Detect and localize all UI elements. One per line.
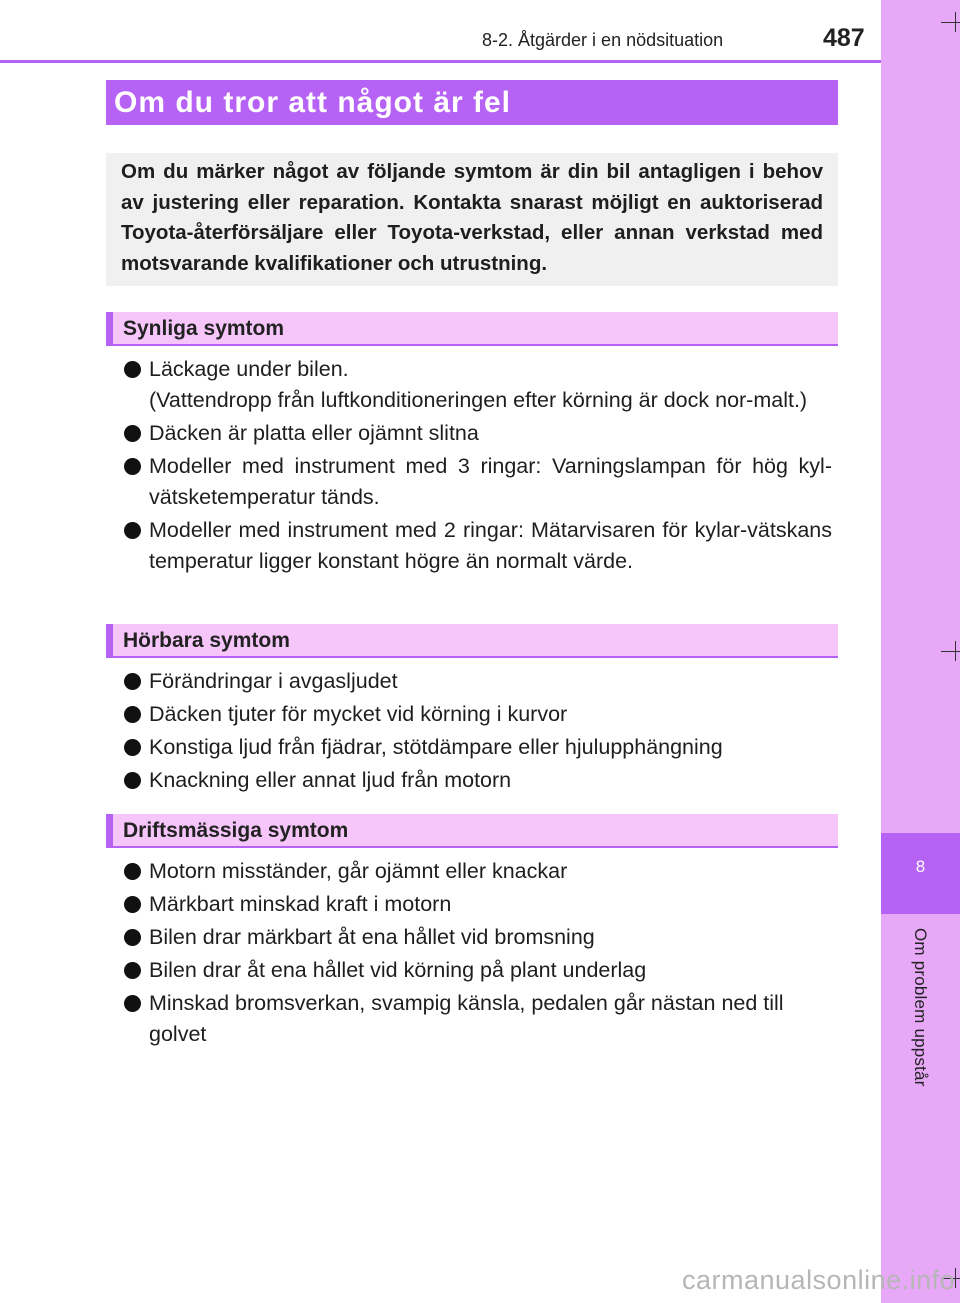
- list-item-text: Minskad bromsverkan, svampig känsla, pedalen går nästan ned till golvet: [149, 991, 784, 1046]
- section-heading-text: Synliga symtom: [123, 317, 285, 340]
- bullet-icon: [124, 458, 141, 475]
- page-title: Om du tror att något är fel: [114, 86, 512, 119]
- list-item: [124, 988, 832, 1050]
- list-item-text: Förändringar i avgasljudet: [149, 669, 398, 693]
- list-item-note: (Vattendropp från luftkonditioneringen efter körning är dock nor-malt.): [149, 388, 808, 412]
- list-item-text: Bilen drar märkbart åt ena hållet vid bromsning: [149, 925, 595, 949]
- list-item-text: Modeller med instrument med 3 ringar: Varningslampan för hög kyl-vätsketemperatur tänds.: [149, 454, 832, 509]
- bullet-icon: [124, 896, 141, 913]
- intro-box: [106, 153, 838, 286]
- list-item: [124, 732, 832, 763]
- list-item: [124, 856, 832, 887]
- list-item-text: Märkbart minskad kraft i motorn: [149, 892, 452, 916]
- list-item: [124, 699, 832, 730]
- bullet-icon: [124, 706, 141, 723]
- bullet-icon: [124, 739, 141, 756]
- audible-symptoms-list: [124, 666, 832, 798]
- chapter-number: 8: [915, 857, 926, 876]
- bullet-icon: [124, 425, 141, 442]
- crop-mark: [955, 641, 956, 661]
- list-item: [124, 955, 832, 986]
- list-item-text: Konstiga ljud från fjädrar, stötdämpare eller hjulupphängning: [149, 735, 723, 759]
- bullet-icon: [124, 522, 141, 539]
- list-item-text: Däcken tjuter för mycket vid körning i kurvor: [149, 702, 568, 726]
- bullet-icon: [124, 929, 141, 946]
- watermark[interactable]: carmanualsonline.info: [682, 1265, 956, 1295]
- bullet-icon: [124, 673, 141, 690]
- list-item: [124, 354, 832, 416]
- chapter-tab[interactable]: [881, 833, 960, 914]
- bullet-icon: [124, 962, 141, 979]
- list-item-text: Bilen drar åt ena hållet vid körning på plant underlag: [149, 958, 647, 982]
- list-item-text: Däcken är platta eller ojämnt slitna: [149, 421, 479, 445]
- section-heading-audible: [106, 624, 838, 658]
- bullet-icon: [124, 995, 141, 1012]
- section-heading-text: Driftsmässiga symtom: [123, 819, 349, 842]
- list-item: [124, 922, 832, 953]
- list-item: [124, 666, 832, 697]
- intro-text: Om du märker något av följande symtom är din bil antagligen i behov av justering eller reparation. Kontakta snarast möjligt en auktoriserad Toyota-återförsäljare eller Toyota-verkstad, eller annan verkstad med motsvarande kvalifikationer och utrustning.: [121, 160, 823, 275]
- list-item: [124, 889, 832, 920]
- section-heading-text: Hörbara symtom: [123, 629, 290, 652]
- list-item: [124, 515, 832, 577]
- bullet-icon: [124, 863, 141, 880]
- bullet-icon: [124, 361, 141, 378]
- crop-mark: [941, 651, 960, 652]
- page-number: 487: [823, 24, 865, 52]
- crop-mark: [955, 12, 956, 32]
- chapter-label: Om problem uppstår: [911, 928, 930, 1087]
- list-item: [124, 451, 832, 513]
- list-item-text: Modeller med instrument med 2 ringar: Mätarvisaren för kylar-vätskans temperatur ligger konstant högre än normalt värde.: [149, 518, 832, 573]
- header-rule: [0, 60, 881, 63]
- section-heading-operational: [106, 814, 838, 848]
- list-item: [124, 418, 832, 449]
- bullet-icon: [124, 772, 141, 789]
- list-item-text: Läckage under bilen.: [149, 357, 349, 381]
- list-item-text: Knackning eller annat ljud från motorn: [149, 768, 512, 792]
- title-bar: [106, 80, 838, 125]
- section-heading-visible: [106, 312, 838, 346]
- operational-symptoms-list: [124, 856, 832, 1052]
- list-item: [124, 765, 832, 796]
- crop-mark: [941, 22, 960, 23]
- visible-symptoms-list: [124, 354, 832, 579]
- list-item-text: Motorn misständer, går ojämnt eller knackar: [149, 859, 568, 883]
- running-header: 8-2. Åtgärder i en nödsituation: [482, 30, 724, 50]
